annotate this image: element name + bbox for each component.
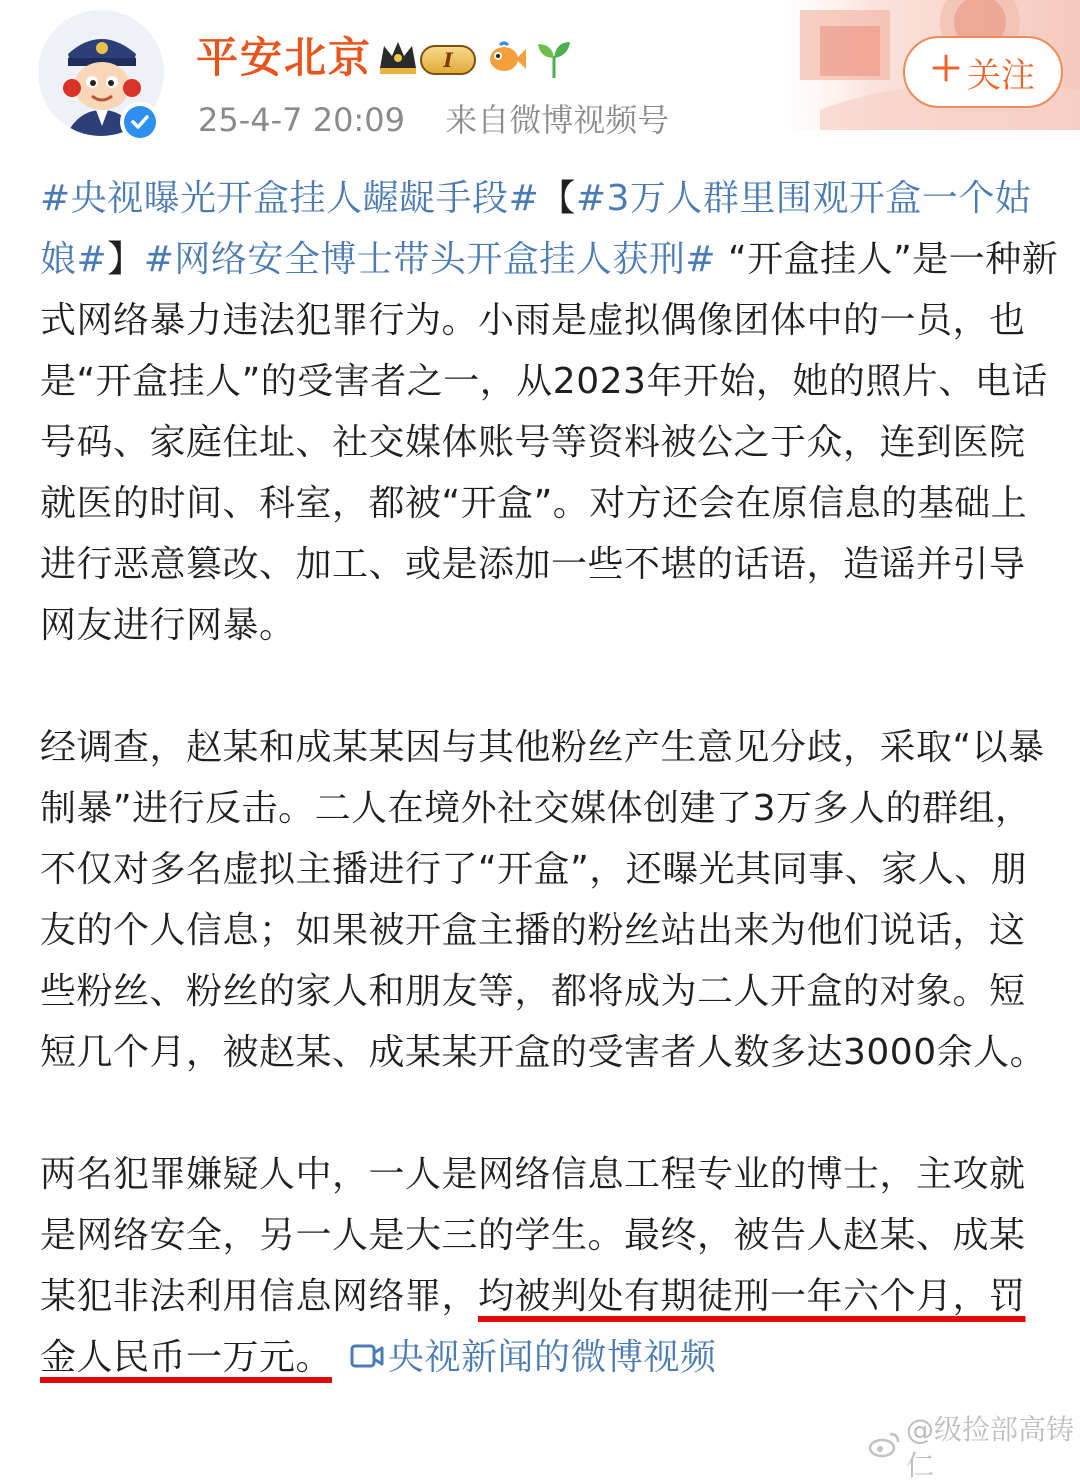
paragraph-text: “开盒挂人”是一种新式网络暴力违法犯罪行为。小雨是虚拟偶像团体中的一员，也是“开盒挂人”的受害者之一，从2023年开始，她的照片、电话号码、家庭住址、社交媒体账号等资料被公之于众，连到医院就医的时间、科室，都被“开盒”。对方还会在原信息的基础上进行恶意篡改、加工、或是添加一些不堪的话语，造谣并引导网友进行网暴。 [40,239,1059,646]
hashtag-link[interactable]: #央视曝光开盒挂人龌龊手段# [40,178,540,219]
weibo-logo-icon [868,1430,902,1467]
source-prefix: 来自 [445,101,510,139]
post-meta [198,98,669,142]
fish-icon [486,41,526,79]
watermark [868,1412,1080,1484]
video-icon [350,1329,384,1390]
hashtag-link[interactable]: #网络安全博士带头开盒挂人获刑# [143,239,717,280]
video-link[interactable]: 央视新闻的微博视频 [388,1337,717,1378]
post-timestamp: 25-4-7 20:09 [198,101,405,139]
username[interactable]: 平安北京 [196,33,373,82]
bracket-open: 【 [539,178,576,219]
verified-icon [120,102,160,142]
post-paragraph-2: 经调查，赵某和成某某因与其他粉丝产生意见分歧，采取“以暴制暴”进行反击。二人在境外社交媒体创建了3万多人的群组，不仅对多名虚拟主播进行了“开盒”，还曝光其同事、家人、朋友的个人信息；如果被开盒主播的粉丝站出来为他们说话，这些粉丝、粉丝的家人和朋友等，都将成为二人开盒的对象。短短几个月，被赵某、成某某开盒的受害者人数多达3000余人。 [40,727,1047,1073]
user-badges [376,38,572,82]
highlighted-sentence: 均被判处有期徒刑一年六个月，罚金人民币一万元。 [40,1276,1026,1378]
hashtag-link[interactable]: #3万人群里围观开盒一个姑娘# [40,178,1032,280]
follow-button-label: 关注 [967,55,1035,96]
level-badge-label: I [443,48,453,72]
level-badge-icon [420,45,476,75]
paragraph-text: 两名犯罪嫌疑人中，一人是网络信息工程专业的博士，主攻就是网络安全，另一人是大三的学生。最终，被告人赵某、成某某犯非法利用信息网络罪， [40,1154,1026,1317]
bracket-close: 】 [107,239,144,280]
post-paragraph-3 [40,1144,1060,1390]
sprout-icon [536,38,572,82]
post-body [40,168,1060,1390]
follow-button[interactable] [903,36,1063,108]
post-paragraph-1 [40,168,1060,656]
watermark-text: @级捡部高铸仁 [906,1413,1075,1482]
crown-icon [376,38,420,82]
plus-icon [931,52,961,92]
post-source-link[interactable]: 微博视频号 [509,101,670,139]
